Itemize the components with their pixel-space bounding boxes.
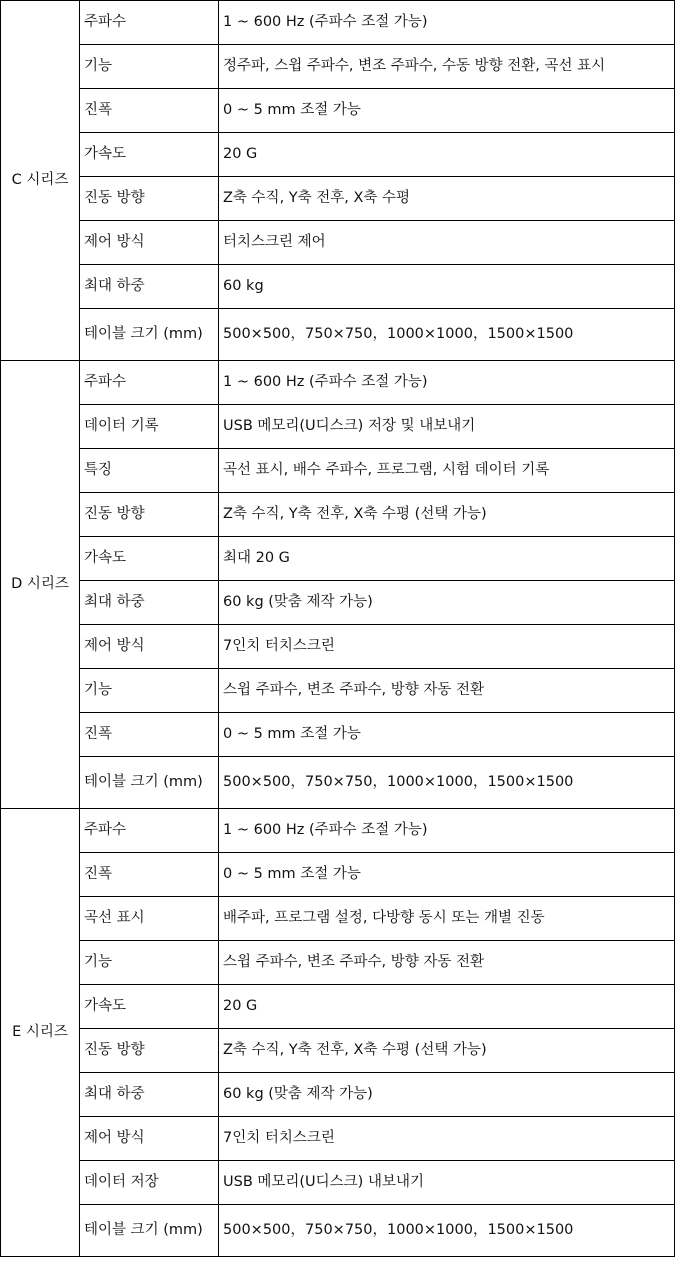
spec-value-cell: Z축 수직, Y축 전후, X축 수평 xyxy=(219,177,675,221)
spec-label-cell: 제어 방식 xyxy=(80,221,219,265)
table-row xyxy=(1,309,675,361)
table-row xyxy=(1,809,675,853)
table-row xyxy=(1,897,675,941)
spec-value-cell: 스윕 주파수, 변조 주파수, 방향 자동 전환 xyxy=(219,669,675,713)
spec-value-cell: 60 kg (맞춤 제작 가능) xyxy=(219,581,675,625)
spec-label-cell: 기능 xyxy=(80,941,219,985)
spec-label-cell: 데이터 저장 xyxy=(80,1161,219,1205)
spec-value-cell: 배주파, 프로그램 설정, 다방향 동시 또는 개별 진동 xyxy=(219,897,675,941)
spec-value-cell: 0 ~ 5 mm 조절 가능 xyxy=(219,89,675,133)
spec-label-cell: 곡선 표시 xyxy=(80,897,219,941)
table-row xyxy=(1,1161,675,1205)
spec-value-cell: 500×500，750×750，1000×1000，1500×1500 xyxy=(219,309,675,361)
spec-label-cell: 제어 방식 xyxy=(80,1117,219,1161)
spec-value-cell: 1 ~ 600 Hz (주파수 조절 가능) xyxy=(219,361,675,405)
table-row xyxy=(1,45,675,89)
spec-label-cell: 최대 하중 xyxy=(80,1073,219,1117)
table-row xyxy=(1,361,675,405)
table-row xyxy=(1,625,675,669)
spec-label-cell: 기능 xyxy=(80,669,219,713)
table-row xyxy=(1,669,675,713)
spec-label-cell: 진폭 xyxy=(80,89,219,133)
spec-label-cell: 데이터 기록 xyxy=(80,405,219,449)
table-row xyxy=(1,1205,675,1257)
spec-value-cell: 20 G xyxy=(219,133,675,177)
table-row xyxy=(1,1,675,45)
spec-value-cell: 500×500，750×750，1000×1000，1500×1500 xyxy=(219,1205,675,1257)
spec-value-cell: 0 ~ 5 mm 조절 가능 xyxy=(219,713,675,757)
spec-label-cell: 최대 하중 xyxy=(80,581,219,625)
spec-value-cell: 0 ~ 5 mm 조절 가능 xyxy=(219,853,675,897)
spec-label-cell: 진동 방향 xyxy=(80,1029,219,1073)
spec-value-cell: 7인치 터치스크린 xyxy=(219,625,675,669)
spec-label-cell: 특징 xyxy=(80,449,219,493)
spec-label-cell: 진동 방향 xyxy=(80,177,219,221)
spec-value-cell: 60 kg xyxy=(219,265,675,309)
spec-value-cell: 60 kg (맞춤 제작 가능) xyxy=(219,1073,675,1117)
spec-value-cell: USB 메모리(U디스크) 저장 및 내보내기 xyxy=(219,405,675,449)
spec-label-cell: 제어 방식 xyxy=(80,625,219,669)
table-row xyxy=(1,133,675,177)
spec-value-cell: 터치스크린 제어 xyxy=(219,221,675,265)
table-row xyxy=(1,221,675,265)
spec-value-cell: USB 메모리(U디스크) 내보내기 xyxy=(219,1161,675,1205)
table-row xyxy=(1,89,675,133)
spec-value-cell: Z축 수직, Y축 전후, X축 수평 (선택 가능) xyxy=(219,1029,675,1073)
spec-label-cell: 기능 xyxy=(80,45,219,89)
table-row xyxy=(1,581,675,625)
spec-label-cell: 주파수 xyxy=(80,1,219,45)
spec-value-cell: 1 ~ 600 Hz (주파수 조절 가능) xyxy=(219,809,675,853)
table-row xyxy=(1,405,675,449)
spec-value-cell: 스윕 주파수, 변조 주파수, 방향 자동 전환 xyxy=(219,941,675,985)
table-row xyxy=(1,449,675,493)
spec-label-cell: 테이블 크기 (mm) xyxy=(80,757,219,809)
table-row xyxy=(1,493,675,537)
series-name-cell: D 시리즈 xyxy=(1,361,80,809)
table-row xyxy=(1,265,675,309)
table-row xyxy=(1,1073,675,1117)
spec-label-cell: 가속도 xyxy=(80,985,219,1029)
table-row xyxy=(1,713,675,757)
table-row xyxy=(1,537,675,581)
spec-label-cell: 진동 방향 xyxy=(80,493,219,537)
table-row xyxy=(1,941,675,985)
table-row xyxy=(1,1117,675,1161)
series-name-cell: E 시리즈 xyxy=(1,809,80,1257)
spec-value-cell: 곡선 표시, 배수 주파수, 프로그램, 시험 데이터 기록 xyxy=(219,449,675,493)
spec-value-cell: 1 ~ 600 Hz (주파수 조절 가능) xyxy=(219,1,675,45)
spec-table-body xyxy=(1,1,675,1257)
table-row xyxy=(1,853,675,897)
table-row xyxy=(1,985,675,1029)
spec-label-cell: 진폭 xyxy=(80,853,219,897)
table-row xyxy=(1,757,675,809)
series-name-cell: C 시리즈 xyxy=(1,1,80,361)
spec-value-cell: Z축 수직, Y축 전후, X축 수평 (선택 가능) xyxy=(219,493,675,537)
spec-value-cell: 정주파, 스윕 주파수, 변조 주파수, 수동 방향 전환, 곡선 표시 xyxy=(219,45,675,89)
spec-label-cell: 진폭 xyxy=(80,713,219,757)
table-row xyxy=(1,1029,675,1073)
spec-label-cell: 가속도 xyxy=(80,133,219,177)
spec-label-cell: 가속도 xyxy=(80,537,219,581)
spec-label-cell: 주파수 xyxy=(80,361,219,405)
spec-label-cell: 주파수 xyxy=(80,809,219,853)
spec-value-cell: 최대 20 G xyxy=(219,537,675,581)
spec-value-cell: 500×500，750×750，1000×1000，1500×1500 xyxy=(219,757,675,809)
spec-label-cell: 테이블 크기 (mm) xyxy=(80,1205,219,1257)
spec-value-cell: 20 G xyxy=(219,985,675,1029)
spec-value-cell: 7인치 터치스크린 xyxy=(219,1117,675,1161)
table-row xyxy=(1,177,675,221)
spec-label-cell: 테이블 크기 (mm) xyxy=(80,309,219,361)
spec-label-cell: 최대 하중 xyxy=(80,265,219,309)
